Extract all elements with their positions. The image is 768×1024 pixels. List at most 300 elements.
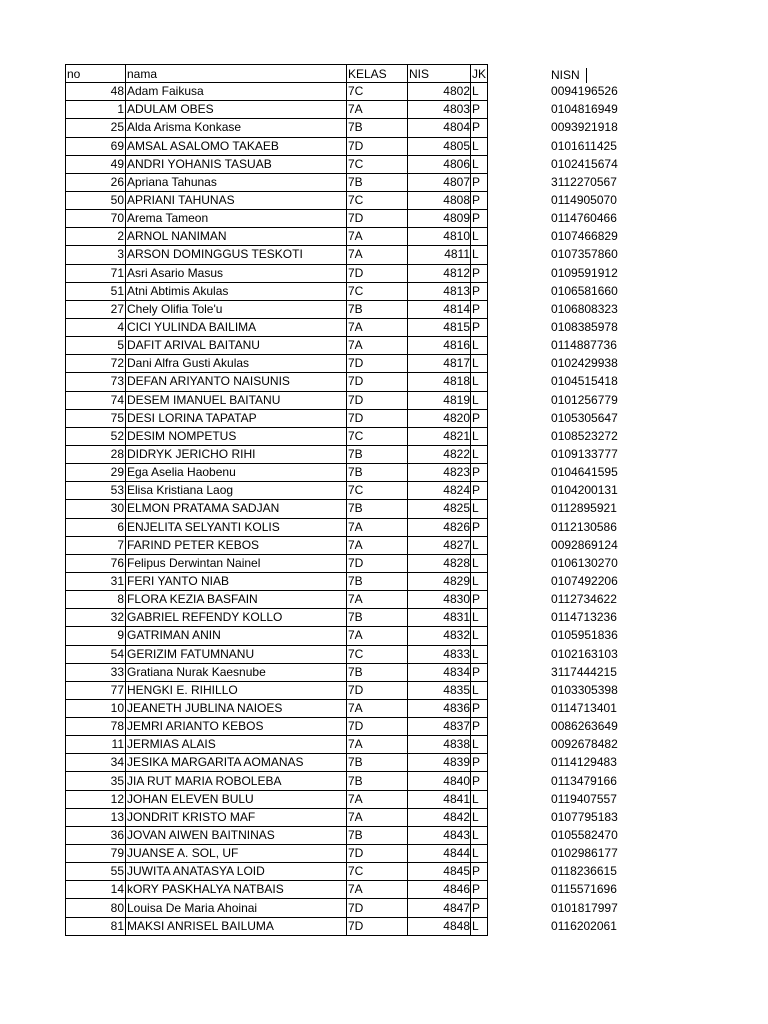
table-row [66, 83, 628, 101]
cell-jk[interactable]: L [471, 736, 488, 754]
table-row [66, 699, 628, 717]
cell-nama[interactable]: JEANETH JUBLINA NAIOES [126, 699, 347, 717]
cell-kelas[interactable]: 7D [347, 391, 408, 409]
cell-nis[interactable]: 4827 [408, 536, 471, 554]
table-row [66, 845, 628, 863]
cell-nis[interactable]: 4822 [408, 445, 471, 463]
cell-no[interactable]: 51 [66, 282, 126, 300]
cell-jk[interactable]: P [471, 101, 488, 119]
cell-nama[interactable]: GERIZIM FATUMNANU [126, 645, 347, 663]
cell-no[interactable]: 9 [66, 627, 126, 645]
cell-jk[interactable]: L [471, 554, 488, 572]
cell-kelas[interactable]: 7D [347, 718, 408, 736]
cell-jk[interactable]: L [471, 427, 488, 445]
cell-kelas[interactable]: 7B [347, 772, 408, 790]
cell-kelas[interactable]: 7C [347, 282, 408, 300]
cell-jk[interactable]: P [471, 300, 488, 318]
cell-kelas[interactable]: 7A [347, 790, 408, 808]
cell-kelas[interactable]: 7A [347, 318, 408, 336]
cell-no[interactable]: 74 [66, 391, 126, 409]
cell-kelas[interactable]: 7C [347, 191, 408, 209]
cell-kelas[interactable]: 7D [347, 409, 408, 427]
cell-nis[interactable]: 4847 [408, 899, 471, 917]
cell-no[interactable]: 6 [66, 518, 126, 536]
cell-nama[interactable]: JERMIAS ALAIS [126, 736, 347, 754]
header-no[interactable]: no [66, 65, 126, 83]
cell-kelas[interactable]: 7B [347, 119, 408, 137]
cell-nisn[interactable]: 0101256779 [551, 392, 618, 407]
cell-jk[interactable]: L [471, 373, 488, 391]
cell-nis[interactable]: 4820 [408, 409, 471, 427]
cell-nis[interactable]: 4807 [408, 173, 471, 191]
cell-nis[interactable]: 4811 [408, 246, 471, 264]
cell-nama[interactable]: Adam Faikusa [126, 83, 347, 101]
cell-nisn[interactable]: 0107466829 [551, 229, 618, 244]
cell-nisn[interactable]: 0105305647 [551, 410, 618, 425]
cell-kelas[interactable]: 7B [347, 500, 408, 518]
cell-nama[interactable]: DEFAN ARIYANTO NAISUNIS [126, 373, 347, 391]
cell-kelas[interactable]: 7D [347, 899, 408, 917]
cell-kelas[interactable]: 7A [347, 808, 408, 826]
cell-nama[interactable]: Chely Olifia Tole'u [126, 300, 347, 318]
cell-kelas[interactable]: 7B [347, 300, 408, 318]
cell-jk[interactable]: L [471, 572, 488, 590]
cell-nama[interactable]: Louisa De Maria Ahoinai [126, 899, 347, 917]
cell-no[interactable]: 12 [66, 790, 126, 808]
cell-jk[interactable]: L [471, 83, 488, 101]
cell-no[interactable]: 72 [66, 355, 126, 373]
cell-nisn[interactable]: 3117444215 [551, 664, 617, 679]
cell-nis[interactable]: 4828 [408, 554, 471, 572]
cell-nis[interactable]: 4809 [408, 210, 471, 228]
cell-nis[interactable]: 4805 [408, 137, 471, 155]
cell-nisn[interactable]: 0094196526 [551, 84, 618, 99]
cell-no[interactable]: 2 [66, 228, 126, 246]
cell-jk[interactable]: L [471, 609, 488, 627]
cell-nisn[interactable]: 0109133777 [551, 447, 618, 462]
cell-nama[interactable]: ANDRI YOHANIS TASUAB [126, 155, 347, 173]
cell-nisn[interactable]: 0114713236 [551, 610, 617, 625]
cell-no[interactable]: 71 [66, 264, 126, 282]
cell-nisn[interactable]: 0102415674 [551, 156, 618, 171]
cell-nisn[interactable]: 0102163103 [551, 646, 618, 661]
cell-nama[interactable]: Apriana Tahunas [126, 173, 347, 191]
cell-jk[interactable]: L [471, 355, 488, 373]
cell-nama[interactable]: CICI YULINDA BAILIMA [126, 318, 347, 336]
cell-no[interactable]: 76 [66, 554, 126, 572]
cell-nama[interactable]: JEMRI ARIANTO KEBOS [126, 718, 347, 736]
cell-no[interactable]: 75 [66, 409, 126, 427]
cell-kelas[interactable]: 7C [347, 427, 408, 445]
cell-kelas[interactable]: 7A [347, 228, 408, 246]
cell-nisn[interactable]: 0104200131 [551, 483, 618, 498]
cell-nisn[interactable]: 0112130586 [551, 519, 617, 534]
cell-nisn[interactable]: 0112895921 [551, 501, 617, 516]
cell-no[interactable]: 54 [66, 645, 126, 663]
cell-kelas[interactable]: 7B [347, 173, 408, 191]
cell-nis[interactable]: 4829 [408, 572, 471, 590]
cell-nisn[interactable]: 0105582470 [551, 827, 618, 842]
cell-nisn[interactable]: 0093921918 [551, 120, 618, 135]
cell-no[interactable]: 52 [66, 427, 126, 445]
cell-kelas[interactable]: 7B [347, 663, 408, 681]
cell-nis[interactable]: 4846 [408, 881, 471, 899]
cell-nama[interactable]: GATRIMAN ANIN [126, 627, 347, 645]
cell-jk[interactable]: P [471, 718, 488, 736]
cell-nama[interactable]: Dani Alfra Gusti Akulas [126, 355, 347, 373]
header-nis[interactable]: NIS [408, 65, 471, 83]
table-row [66, 627, 628, 645]
cell-nis[interactable]: 4814 [408, 300, 471, 318]
cell-nama[interactable]: FLORA KEZIA BASFAIN [126, 591, 347, 609]
cell-nis[interactable]: 4808 [408, 191, 471, 209]
cell-nisn[interactable]: 0114905070 [551, 193, 617, 208]
cell-nis[interactable]: 4833 [408, 645, 471, 663]
cell-nis[interactable]: 4844 [408, 845, 471, 863]
cell-nisn[interactable]: 0101611425 [551, 138, 617, 153]
table-row [66, 246, 628, 264]
cell-nisn[interactable]: 0105951836 [551, 628, 618, 643]
cell-nis[interactable]: 4815 [408, 318, 471, 336]
cell-no[interactable]: 69 [66, 137, 126, 155]
cell-no[interactable]: 26 [66, 173, 126, 191]
cell-nisn[interactable]: 0104816949 [551, 102, 618, 117]
cell-nis[interactable]: 4818 [408, 373, 471, 391]
cell-no[interactable]: 49 [66, 155, 126, 173]
cell-kelas[interactable]: 7A [347, 699, 408, 717]
cell-nisn[interactable]: 0086263649 [551, 719, 618, 734]
cell-nama[interactable]: ENJELITA SELYANTI KOLIS [126, 518, 347, 536]
cell-jk[interactable]: L [471, 391, 488, 409]
cell-no[interactable]: 7 [66, 536, 126, 554]
cell-no[interactable]: 8 [66, 591, 126, 609]
cell-no[interactable]: 70 [66, 210, 126, 228]
cell-kelas[interactable]: 7A [347, 518, 408, 536]
cell-no[interactable]: 1 [66, 101, 126, 119]
cell-kelas[interactable]: 7B [347, 826, 408, 844]
cell-kelas[interactable]: 7D [347, 554, 408, 572]
cell-nama[interactable]: JESIKA MARGARITA AOMANAS [126, 754, 347, 772]
cell-nama[interactable]: Atni Abtimis Akulas [126, 282, 347, 300]
cell-nisn[interactable]: 0092678482 [551, 737, 618, 752]
cell-nis[interactable]: 4837 [408, 718, 471, 736]
cell-no[interactable]: 50 [66, 191, 126, 209]
cell-nisn[interactable]: 0102429938 [551, 356, 618, 371]
cell-no[interactable]: 28 [66, 445, 126, 463]
cell-nisn[interactable]: 0115571696 [551, 882, 617, 897]
cell-nisn[interactable]: 0106130270 [551, 555, 618, 570]
cell-nisn[interactable]: 0103305398 [551, 682, 618, 697]
cell-no[interactable]: 31 [66, 572, 126, 590]
cell-kelas[interactable]: 7C [347, 645, 408, 663]
cell-kelas[interactable]: 7B [347, 609, 408, 627]
cell-nis[interactable]: 4819 [408, 391, 471, 409]
cell-nis[interactable]: 4813 [408, 282, 471, 300]
cell-nis[interactable]: 4825 [408, 500, 471, 518]
cell-nis[interactable]: 4845 [408, 863, 471, 881]
cell-nama[interactable]: Gratiana Nurak Kaesnube [126, 663, 347, 681]
cell-jk[interactable]: L [471, 246, 488, 264]
cell-jk[interactable]: P [471, 754, 488, 772]
cell-no[interactable]: 48 [66, 83, 126, 101]
cell-no[interactable]: 55 [66, 863, 126, 881]
cell-nisn[interactable]: 0107492206 [551, 574, 618, 588]
cell-nama[interactable]: DESEM IMANUEL BAITANU [126, 391, 347, 409]
cell-nis[interactable]: 4817 [408, 355, 471, 373]
cell-jk[interactable]: P [471, 863, 488, 881]
cell-no[interactable]: 53 [66, 482, 126, 500]
cell-kelas[interactable]: 7D [347, 917, 408, 935]
cell-kelas[interactable]: 7D [347, 373, 408, 391]
cell-jk[interactable]: P [471, 264, 488, 282]
table-row [66, 337, 628, 355]
cell-kelas[interactable]: 7D [347, 264, 408, 282]
cell-no[interactable]: 4 [66, 318, 126, 336]
cell-nis[interactable]: 4838 [408, 736, 471, 754]
cell-no[interactable]: 80 [66, 899, 126, 917]
cell-nisn[interactable]: 0092869124 [551, 537, 618, 552]
cell-nama[interactable]: JOHAN ELEVEN BULU [126, 790, 347, 808]
cell-nisn[interactable]: 3112270567 [551, 174, 617, 189]
cell-nis[interactable]: 4836 [408, 699, 471, 717]
cell-nama[interactable]: HENGKI E. RIHILLO [126, 681, 347, 699]
cell-nisn[interactable]: 0118236615 [551, 864, 617, 879]
cell-kelas[interactable]: 7C [347, 155, 408, 173]
cell-nis[interactable]: 4843 [408, 826, 471, 844]
cell-jk[interactable]: P [471, 699, 488, 717]
cell-jk[interactable]: L [471, 536, 488, 554]
header-nama[interactable]: nama [126, 65, 347, 83]
cell-kelas[interactable]: 7C [347, 83, 408, 101]
cell-nama[interactable]: JONDRIT KRISTO MAF [126, 808, 347, 826]
cell-no[interactable]: 79 [66, 845, 126, 863]
cell-nisn[interactable]: 0104515418 [551, 374, 618, 389]
cell-nisn[interactable]: 0108523272 [551, 428, 618, 443]
cell-kelas[interactable]: 7B [347, 754, 408, 772]
cell-kelas[interactable]: 7B [347, 464, 408, 482]
cell-nama[interactable]: JIA RUT MARIA ROBOLEBA [126, 772, 347, 790]
cell-nama[interactable]: DESI LORINA TAPATAP [126, 409, 347, 427]
cell-nis[interactable]: 4840 [408, 772, 471, 790]
cell-nisn[interactable]: 0108385978 [551, 320, 618, 335]
cell-jk[interactable]: L [471, 917, 488, 935]
cell-nisn[interactable]: 0113479166 [551, 773, 617, 788]
cell-nama[interactable]: DESIM NOMPETUS [126, 427, 347, 445]
cell-nama[interactable]: APRIANI TAHUNAS [126, 191, 347, 209]
cell-no[interactable]: 30 [66, 500, 126, 518]
cell-jk[interactable]: L [471, 627, 488, 645]
cell-jk[interactable]: P [471, 899, 488, 917]
cell-nisn[interactable]: 0116202061 [551, 918, 617, 933]
cell-nama[interactable]: ELMON PRATAMA SADJAN [126, 500, 347, 518]
cell-jk[interactable]: P [471, 518, 488, 536]
cell-jk[interactable]: L [471, 845, 488, 863]
header-kelas[interactable]: KELAS [347, 65, 408, 83]
cell-nisn[interactable]: 0114760466 [551, 211, 617, 226]
table-row [66, 554, 628, 572]
cell-nama[interactable]: DAFIT ARIVAL BAITANU [126, 337, 347, 355]
cell-no[interactable]: 34 [66, 754, 126, 772]
cell-nis[interactable]: 4842 [408, 808, 471, 826]
cell-nis[interactable]: 4823 [408, 464, 471, 482]
cell-nis[interactable]: 4804 [408, 119, 471, 137]
cell-nis[interactable]: 4821 [408, 427, 471, 445]
cell-jk[interactable]: P [471, 482, 488, 500]
cell-kelas[interactable]: 7B [347, 572, 408, 590]
cell-nama[interactable]: AMSAL ASALOMO TAKAEB [126, 137, 347, 155]
header-nisn[interactable] [488, 65, 628, 83]
cell-nis[interactable]: 4848 [408, 917, 471, 935]
cell-nisn[interactable]: 0112734622 [551, 592, 617, 607]
cell-nis[interactable]: 4816 [408, 337, 471, 355]
cell-nis[interactable]: 4832 [408, 627, 471, 645]
cell-nama[interactable]: DIDRYK JERICHO RIHI [126, 445, 347, 463]
cell-jk[interactable]: L [471, 681, 488, 699]
cell-nama[interactable]: Arema Tameon [126, 210, 347, 228]
cell-no[interactable]: 81 [66, 917, 126, 935]
cell-kelas[interactable]: 7D [347, 845, 408, 863]
cell-kelas[interactable]: 7A [347, 246, 408, 264]
cell-nama[interactable]: Elisa Kristiana Laog [126, 482, 347, 500]
cell-no[interactable]: 29 [66, 464, 126, 482]
cell-nisn[interactable]: 0107795183 [551, 809, 618, 824]
cell-kelas[interactable]: 7D [347, 681, 408, 699]
cell-nama[interactable]: JUANSE A. SOL, UF [126, 845, 347, 863]
cell-nisn[interactable]: 0102986177 [551, 846, 618, 861]
cell-nis[interactable]: 4812 [408, 264, 471, 282]
cell-nama[interactable]: GABRIEL REFENDY KOLLO [126, 609, 347, 627]
cell-no[interactable]: 36 [66, 826, 126, 844]
cell-nis[interactable]: 4826 [408, 518, 471, 536]
cell-jk[interactable]: L [471, 808, 488, 826]
cell-jk[interactable]: L [471, 445, 488, 463]
cell-nama[interactable]: ARSON DOMINGGUS TESKOTI [126, 246, 347, 264]
cell-no[interactable]: 73 [66, 373, 126, 391]
header-nisn-label: NISN [551, 68, 587, 83]
cell-jk[interactable]: L [471, 228, 488, 246]
cell-jk[interactable]: P [471, 663, 488, 681]
table-row [66, 155, 628, 173]
cell-nama[interactable]: ADULAM OBES [126, 101, 347, 119]
cell-kelas[interactable]: 7A [347, 736, 408, 754]
cell-no[interactable]: 5 [66, 337, 126, 355]
cell-nis[interactable]: 4834 [408, 663, 471, 681]
cell-jk[interactable]: L [471, 790, 488, 808]
cell-nisn[interactable]: 0114713401 [551, 700, 617, 715]
cell-kelas[interactable]: 7D [347, 137, 408, 155]
cell-no[interactable]: 11 [66, 736, 126, 754]
cell-jk[interactable]: P [471, 282, 488, 300]
table-row [66, 808, 628, 826]
cell-nisn[interactable]: 0109591912 [551, 265, 618, 280]
cell-nama[interactable]: FERI YANTO NIAB [126, 572, 347, 590]
cell-nisn[interactable]: 0106808323 [551, 301, 618, 316]
cell-nis[interactable]: 4839 [408, 754, 471, 772]
cell-nisn[interactable]: 0119407557 [551, 791, 617, 806]
cell-no[interactable]: 78 [66, 718, 126, 736]
cell-no[interactable]: 33 [66, 663, 126, 681]
cell-nis[interactable]: 4841 [408, 790, 471, 808]
cell-jk[interactable]: L [471, 645, 488, 663]
cell-kelas[interactable]: 7A [347, 627, 408, 645]
cell-kelas[interactable]: 7C [347, 863, 408, 881]
cell-jk[interactable]: L [471, 155, 488, 173]
cell-nama[interactable]: Ega Aselia Haobenu [126, 464, 347, 482]
cell-jk[interactable]: P [471, 210, 488, 228]
cell-kelas[interactable]: 7A [347, 591, 408, 609]
cell-nama[interactable]: FARIND PETER KEBOS [126, 536, 347, 554]
table-row [66, 500, 628, 518]
cell-nis[interactable]: 4835 [408, 681, 471, 699]
cell-nama[interactable]: ARNOL NANIMAN [126, 228, 347, 246]
cell-nisn[interactable]: 0114887736 [551, 338, 617, 353]
table-row [66, 863, 628, 881]
cell-nama[interactable]: MAKSI ANRISEL BAILUMA [126, 917, 347, 935]
cell-no[interactable]: 27 [66, 300, 126, 318]
cell-nisn[interactable]: 0114129483 [551, 755, 617, 770]
cell-nama[interactable]: Asri Asario Masus [126, 264, 347, 282]
cell-jk[interactable]: P [471, 119, 488, 137]
cell-no[interactable]: 35 [66, 772, 126, 790]
cell-nis[interactable]: 4810 [408, 228, 471, 246]
cell-kelas[interactable]: 7B [347, 445, 408, 463]
cell-nis[interactable]: 4806 [408, 155, 471, 173]
cell-nama[interactable]: kORY PASKHALYA NATBAIS [126, 881, 347, 899]
cell-nis[interactable]: 4824 [408, 482, 471, 500]
cell-no[interactable]: 3 [66, 246, 126, 264]
cell-jk[interactable]: L [471, 137, 488, 155]
cell-no[interactable]: 13 [66, 808, 126, 826]
header-jk[interactable]: JK [471, 65, 488, 83]
cell-jk[interactable]: P [471, 772, 488, 790]
cell-no[interactable]: 77 [66, 681, 126, 699]
cell-jk[interactable]: P [471, 191, 488, 209]
cell-jk[interactable]: P [471, 464, 488, 482]
cell-kelas[interactable]: 7A [347, 337, 408, 355]
cell-jk[interactable]: P [471, 881, 488, 899]
cell-no[interactable]: 32 [66, 609, 126, 627]
cell-jk[interactable]: P [471, 409, 488, 427]
cell-nis[interactable]: 4831 [408, 609, 471, 627]
cell-no[interactable]: 10 [66, 699, 126, 717]
cell-kelas[interactable]: 7A [347, 536, 408, 554]
cell-nisn[interactable]: 0104641595 [551, 465, 618, 480]
cell-nama[interactable]: Felipus Derwintan Nainel [126, 554, 347, 572]
cell-nis[interactable]: 4803 [408, 101, 471, 119]
cell-nis[interactable]: 4802 [408, 83, 471, 101]
cell-jk[interactable]: L [471, 500, 488, 518]
cell-jk[interactable]: L [471, 826, 488, 844]
cell-kelas[interactable]: 7A [347, 881, 408, 899]
cell-kelas[interactable]: 7D [347, 355, 408, 373]
cell-kelas[interactable]: 7A [347, 101, 408, 119]
cell-jk[interactable]: L [471, 337, 488, 355]
cell-nama[interactable]: JOVAN AIWEN BAITNINAS [126, 826, 347, 844]
cell-nama[interactable]: Alda Arisma Konkase [126, 119, 347, 137]
cell-nis[interactable]: 4830 [408, 591, 471, 609]
cell-nisn[interactable]: 0106581660 [551, 283, 618, 298]
cell-jk[interactable]: P [471, 173, 488, 191]
cell-nama[interactable]: JUWITA ANATASYA LOID [126, 863, 347, 881]
cell-jk[interactable]: P [471, 591, 488, 609]
cell-kelas[interactable]: 7D [347, 210, 408, 228]
cell-nisn[interactable]: 0101817997 [551, 900, 618, 915]
cell-no[interactable]: 14 [66, 881, 126, 899]
cell-kelas[interactable]: 7C [347, 482, 408, 500]
cell-jk[interactable]: P [471, 318, 488, 336]
cell-no[interactable]: 25 [66, 119, 126, 137]
cell-nisn[interactable]: 0107357860 [551, 247, 618, 262]
